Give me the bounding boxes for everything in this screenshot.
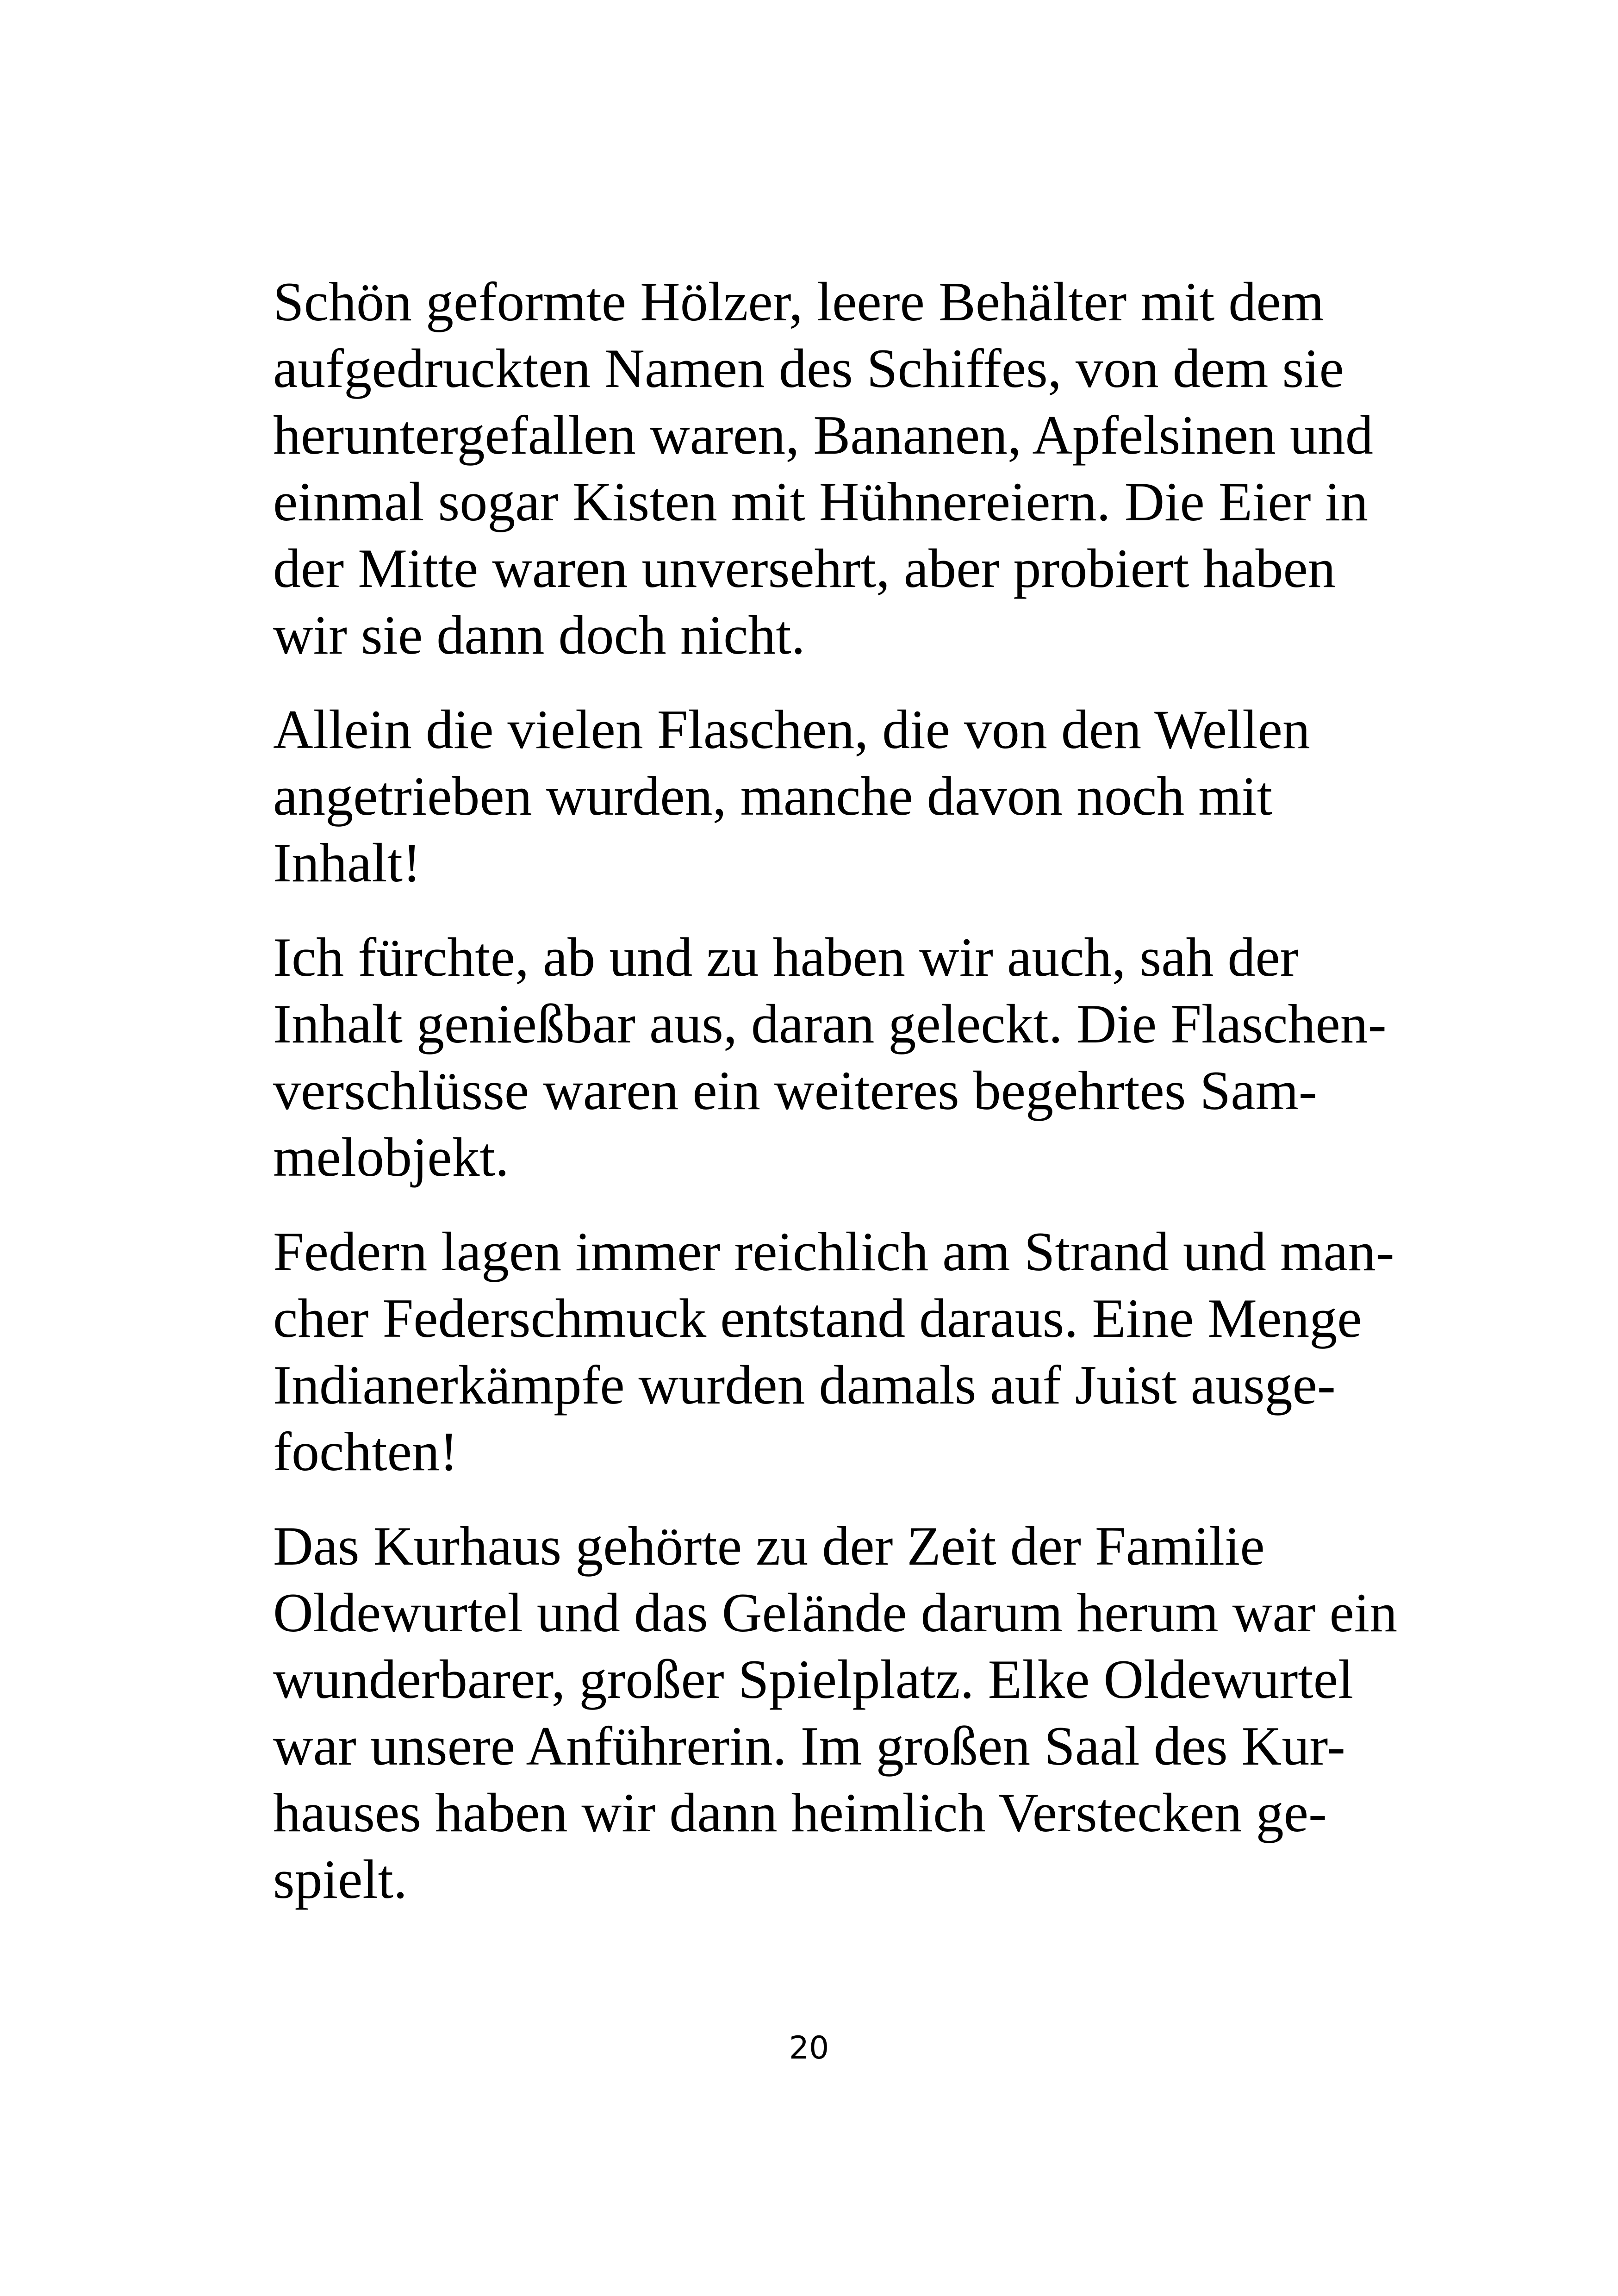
text-line: Allein die vielen Flaschen, die von den Wellen [273, 699, 1310, 760]
page-number: 20 [789, 2030, 829, 2066]
paragraph [273, 1513, 1398, 1913]
text-line: war unsere Anführerin. Im großen Saal des Kur- [273, 1715, 1345, 1777]
text-line: Inhalt! [273, 832, 421, 893]
text-line: Schön geformte Hölzer, leere Behälter mit dem [273, 271, 1324, 332]
text-line: Das Kurhaus gehörte zu der Zeit der Familie [273, 1515, 1265, 1577]
paragraph [273, 696, 1384, 896]
text-line: angetrieben wurden, manche davon noch mit [273, 765, 1273, 827]
text-line: Inhalt genießbar aus, daran geleckt. Die Flaschen- [273, 993, 1387, 1054]
paragraph [273, 1218, 1394, 1485]
text-line: wunderbarer, großer Spielplatz. Elke Oldewurtel [273, 1648, 1354, 1710]
text-line: spielt. [273, 1848, 407, 1910]
text-line: melobjekt. [273, 1126, 509, 1188]
text-line: Oldewurtel und das Gelände darum herum war ein [273, 1582, 1398, 1643]
text-line: heruntergefallen waren, Bananen, Apfelsinen und [273, 404, 1373, 466]
text-line: wir sie dann doch nicht. [273, 604, 805, 666]
paragraph [273, 924, 1387, 1191]
paragraph [273, 268, 1384, 668]
text-line: einmal sogar Kisten mit Hühnereiern. Die Eier in [273, 471, 1368, 532]
text-line: Indianerkämpfe wurden damals auf Juist ausge- [273, 1354, 1336, 1416]
text-line: fochten! [273, 1421, 458, 1482]
text-line: der Mitte waren unversehrt, aber probiert haben [273, 537, 1336, 599]
text-line: Federn lagen immer reichlich am Strand und man- [273, 1221, 1394, 1282]
text-line: aufgedruckten Namen des Schiffes, von dem sie [273, 337, 1344, 399]
text-line: verschlüsse waren ein weiteres begehrtes Sam- [273, 1060, 1317, 1121]
text-line: hauses haben wir dann heimlich Verstecken ge- [273, 1782, 1327, 1843]
text-line: cher Federschmuck entstand daraus. Eine Menge [273, 1287, 1362, 1349]
body-text [273, 268, 1398, 1940]
text-line: Ich fürchte, ab und zu haben wir auch, sah der [273, 926, 1299, 988]
